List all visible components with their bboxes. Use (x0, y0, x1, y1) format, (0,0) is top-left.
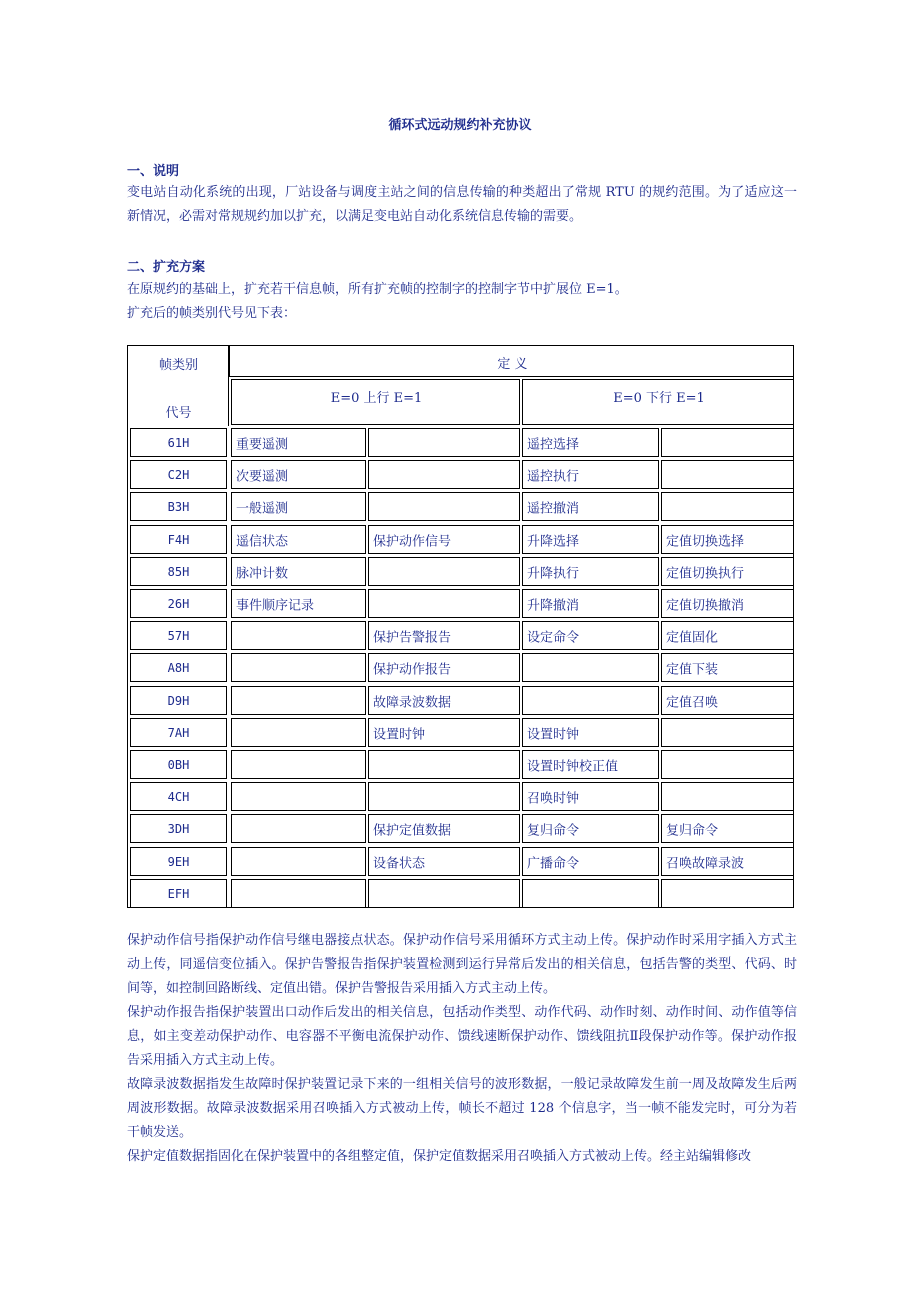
cell-text: 保护动作信号 (373, 534, 452, 549)
cell-text: A8H (167, 660, 190, 675)
section2-line-1: 在原规约的基础上，扩充若干信息帧，所有扩充帧的控制字的控制字节中扩展位 E=1。 (127, 282, 628, 297)
table-cell-code (130, 847, 227, 876)
table-cell-up-e1 (368, 879, 520, 908)
cell-text: 事件顺序记录 (236, 598, 315, 613)
header-definition: 定 义 (497, 357, 528, 372)
cell-text: 重要遥测 (236, 437, 289, 452)
table-cell-up-e1 (368, 782, 520, 811)
cell-text: 保护动作报告 (373, 662, 452, 677)
table-cell-code (130, 525, 227, 554)
note-protection-report: 保护动作报告指保护装置出口动作后发出的相关信息，包括动作类型、动作代码、动作时刻、动作时间、动作值等信息，如主变差动保护动作、电容器不平衡电流保护动作、馈线速断保护动作、馈线阻抗Ⅱ段保护动作等。保护动作报告采用插入方式主动上传。 (127, 1005, 797, 1068)
table-cell-up-e1 (368, 621, 520, 650)
table-cell-code (130, 589, 227, 618)
cell-text: 遥信状态 (236, 534, 289, 549)
cell-text: 设置时钟 (373, 727, 426, 742)
cell-text: 定值切换选择 (666, 534, 745, 549)
cell-text: 7AH (167, 725, 190, 740)
table-cell-up-e1 (368, 492, 520, 521)
table-cell-down-e0 (522, 750, 659, 779)
table-cell-up-e0 (231, 686, 366, 715)
table-cell-code (130, 750, 227, 779)
cell-text: 升降执行 (527, 566, 580, 581)
cell-text: 定值下装 (666, 662, 719, 677)
table-cell-down-e1 (661, 557, 794, 586)
table-cell-down-e1 (661, 782, 794, 811)
document-title: 循环式远动规约补充协议 (388, 118, 532, 133)
table-cell-down-e1 (661, 492, 794, 521)
table-cell-up-e0 (231, 460, 366, 489)
cell-text: C2H (167, 467, 190, 482)
table-cell-down-e1 (661, 879, 794, 908)
cell-text: 保护定值数据 (373, 823, 452, 838)
table-cell-down-e0 (522, 814, 659, 843)
table-cell-up-e0 (231, 428, 366, 457)
cell-text: 61H (167, 435, 190, 450)
table-cell-code (130, 686, 227, 715)
note-protection-signal: 保护动作信号指保护动作信号继电器接点状态。保护动作信号采用循环方式主动上传。保护动作时采用字插入方式主动上传，同遥信变位插入。保护告警报告指保护装置检测到运行异常后发出的相关信息，包括告警的类型、代码、时间等，如控制回路断线、定值出错。保护告警报告采用插入方式主动上传。 (127, 933, 797, 996)
cell-text: 9EH (167, 854, 190, 869)
table-cell-code (130, 492, 227, 521)
section2-heading: 二、扩充方案 (127, 260, 206, 275)
table-cell-up-e1 (368, 686, 520, 715)
cell-text: 复归命令 (666, 823, 719, 838)
cell-text: 召唤故障录波 (666, 856, 745, 871)
table-cell-down-e1 (661, 428, 794, 457)
cell-text: 广播命令 (527, 856, 580, 871)
cell-text: 3DH (167, 821, 190, 836)
section2-line-2: 扩充后的帧类别代号见下表： (127, 306, 297, 321)
table-cell-up-e0 (231, 525, 366, 554)
table-cell-up-e1 (368, 557, 520, 586)
table-cell-down-e0 (522, 557, 659, 586)
cell-text: 设置时钟 (527, 727, 580, 742)
header-down: E=0 下行 E=1 (613, 391, 705, 406)
table-cell-code (130, 653, 227, 682)
table-cell-up-e0 (231, 879, 366, 908)
cell-text: 定值切换撤消 (666, 598, 745, 613)
table-cell-down-e0 (522, 718, 659, 747)
header-up-cell (231, 379, 520, 425)
table-cell-down-e0 (522, 847, 659, 876)
header-code-bottom: 代号 (165, 406, 192, 421)
header-code-top: 帧类别 (158, 358, 198, 373)
table-cell-down-e0 (522, 589, 659, 618)
cell-text: 复归命令 (527, 823, 580, 838)
table-cell-up-e0 (231, 718, 366, 747)
table-cell-up-e0 (231, 653, 366, 682)
cell-text: 召唤时钟 (527, 791, 580, 806)
table-cell-up-e1 (368, 847, 520, 876)
cell-text: 定值召唤 (666, 695, 719, 710)
cell-text: 脉冲计数 (236, 566, 289, 581)
section1-paragraph: 变电站自动化系统的出现，厂站设备与调度主站之间的信息传输的种类超出了常规 RTU 的规约范围。为了适应这一新情况，必需对常规规约加以扩充，以满足变电站自动化系统信息传输的需要。 (127, 185, 797, 224)
cell-text: 4CH (167, 789, 190, 804)
table-cell-up-e0 (231, 847, 366, 876)
cell-text: B3H (167, 499, 190, 514)
table-cell-code (130, 460, 227, 489)
table-cell-up-e1 (368, 750, 520, 779)
cell-text: F4H (167, 532, 190, 547)
table-cell-up-e1 (368, 653, 520, 682)
table-cell-down-e0 (522, 621, 659, 650)
cell-text: 保护告警报告 (373, 630, 452, 645)
table-cell-up-e1 (368, 718, 520, 747)
table-cell-down-e0 (522, 460, 659, 489)
table-cell-down-e0 (522, 782, 659, 811)
cell-text: 遥控选择 (527, 437, 580, 452)
header-code-cell (128, 346, 229, 426)
table-cell-down-e1 (661, 750, 794, 779)
cell-text: 一般遥测 (236, 501, 289, 516)
cell-text: 57H (167, 628, 190, 643)
table-cell-up-e0 (231, 557, 366, 586)
table-cell-down-e1 (661, 621, 794, 650)
table-cell-code (130, 814, 227, 843)
table-cell-up-e1 (368, 428, 520, 457)
table-cell-down-e0 (522, 492, 659, 521)
header-definition-cell (229, 346, 794, 377)
table-cell-up-e0 (231, 492, 366, 521)
table-cell-up-e1 (368, 460, 520, 489)
cell-text: EFH (167, 886, 190, 901)
section1-heading: 一、说明 (127, 164, 180, 179)
table-cell-down-e1 (661, 847, 794, 876)
cell-text: 85H (167, 564, 190, 579)
table-cell-code (130, 879, 227, 908)
table-cell-up-e0 (231, 621, 366, 650)
note-setting-data: 保护定值数据指固化在保护装置中的各组整定值，保护定值数据采用召唤插入方式被动上传。经主站编辑修改 (127, 1149, 752, 1164)
cell-text: 设定命令 (527, 630, 580, 645)
cell-text: 遥控执行 (527, 469, 580, 484)
table-cell-down-e1 (661, 589, 794, 618)
cell-text: 定值切换执行 (666, 566, 745, 581)
table-cell-up-e1 (368, 525, 520, 554)
table-cell-down-e1 (661, 686, 794, 715)
table-cell-up-e0 (231, 589, 366, 618)
table-cell-down-e0 (522, 686, 659, 715)
cell-text: 设置时钟校正值 (527, 759, 619, 774)
cell-text: 定值固化 (666, 630, 719, 645)
header-up: E=0 上行 E=1 (330, 391, 423, 406)
cell-text: D9H (167, 693, 190, 708)
cell-text: 设备状态 (373, 856, 426, 871)
table-cell-code (130, 428, 227, 457)
table-cell-down-e1 (661, 653, 794, 682)
table-cell-up-e0 (231, 750, 366, 779)
table-cell-code (130, 557, 227, 586)
cell-text: 遥控撤消 (527, 501, 580, 516)
cell-text: 0BH (167, 757, 190, 772)
table-cell-up-e1 (368, 589, 520, 618)
table-cell-up-e0 (231, 814, 366, 843)
cell-text: 升降撤消 (527, 598, 580, 613)
table-cell-down-e0 (522, 428, 659, 457)
cell-text: 升降选择 (527, 534, 580, 549)
table-cell-down-e0 (522, 525, 659, 554)
cell-text: 故障录波数据 (373, 695, 452, 710)
table-cell-code (130, 782, 227, 811)
frame-type-table (127, 345, 794, 908)
note-fault-recording: 故障录波数据指发生故障时保护装置记录下来的一组相关信号的波形数据，一般记录故障发生前一周及故障发生后两周波形数据。故障录波数据采用召唤插入方式被动上传，帧长不超过 128 个信息字，当一帧不能发完时，可分为若干帧发送。 (127, 1077, 797, 1140)
table-cell-down-e1 (661, 814, 794, 843)
table-cell-code (130, 718, 227, 747)
table-cell-up-e0 (231, 782, 366, 811)
header-down-cell (522, 379, 794, 425)
table-cell-down-e0 (522, 879, 659, 908)
cell-text: 26H (167, 596, 190, 611)
table-cell-down-e1 (661, 460, 794, 489)
table-cell-down-e1 (661, 718, 794, 747)
table-cell-down-e0 (522, 653, 659, 682)
table-cell-code (130, 621, 227, 650)
table-cell-up-e1 (368, 814, 520, 843)
cell-text: 次要遥测 (236, 469, 289, 484)
table-cell-down-e1 (661, 525, 794, 554)
